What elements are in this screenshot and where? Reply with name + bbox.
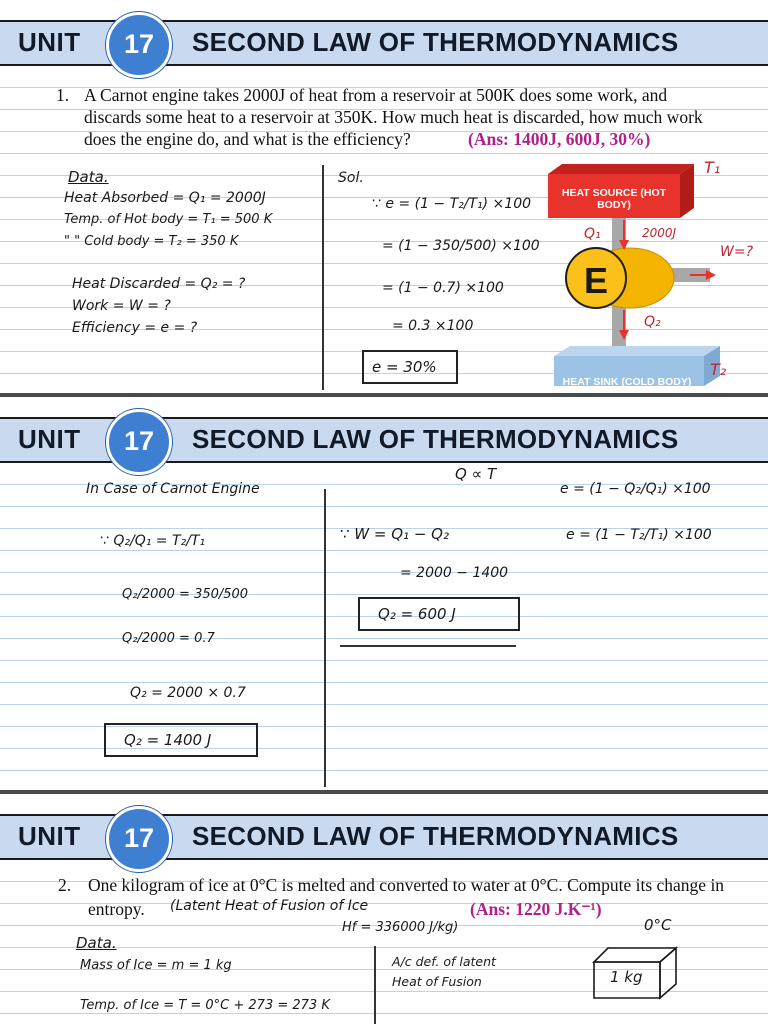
data-line: Heat Discarded = Q₂ = ?: [72, 276, 246, 292]
handwritten-note: (Latent Heat of Fusion of Ice: [170, 898, 369, 914]
slide-2: [0, 397, 768, 790]
heat-source-label: HEAT SOURCE (HOT BODY): [561, 187, 667, 211]
slide-3: [0, 794, 768, 1024]
divider-line: [322, 165, 324, 390]
result-text: Q₂ = 600 J: [378, 605, 456, 623]
solution-line: = (1 − 350/500) ×100: [382, 238, 540, 254]
unit-label: UNIT: [18, 424, 81, 454]
question-number: 1.: [56, 85, 70, 105]
handwritten-note: Hf = 336000 J/kg): [342, 920, 459, 935]
ratio-line: Q₂/2000 = 0.7: [122, 631, 215, 646]
data-line: Work = W = ?: [72, 298, 171, 314]
data-line: Temp. of Hot body = T₁ = 500 K: [64, 212, 273, 227]
solution-label: Sol.: [338, 170, 364, 186]
question-line: entropy.: [88, 899, 145, 919]
answer-text: (Ans: 1400J, 600J, 30%): [468, 129, 651, 149]
t1-label: T₁: [704, 158, 721, 177]
unit-header: [0, 814, 768, 860]
work-label: W=?: [720, 244, 754, 260]
unit-number-badge: 17: [106, 806, 172, 872]
case-heading: In Case of Carnot Engine: [86, 481, 260, 497]
answer-text: (Ans: 1220 J.K⁻¹): [470, 899, 602, 919]
solution-line: = 0.3 ×100: [392, 318, 474, 334]
t2-label: T₂: [710, 360, 727, 379]
work-line: = 2000 − 1400: [400, 565, 509, 581]
question-line: A Carnot engine takes 2000J of heat from a reservoir at 500K does some work, and: [84, 85, 668, 105]
proportion-note: Q ∝ T: [455, 465, 497, 483]
data-heading: Data.: [68, 168, 109, 186]
data-line: Heat Absorbed = Q₁ = 2000J: [64, 190, 266, 206]
question-line: One kilogram of ice at 0°C is melted and converted to water at 0°C. Compute its change in: [88, 875, 725, 895]
ratio-line: ∵ Q₂/Q₁ = T₂/T₁: [100, 533, 206, 549]
q1-value: 2000J: [642, 226, 677, 240]
data-line: Temp. of Ice = T = 0°C + 273 = 273 K: [80, 998, 330, 1013]
result-text: Q₂ = 1400 J: [124, 731, 212, 749]
q1-label: Q₁: [584, 226, 601, 242]
efficiency-formula: e = (1 − T₂/T₁) ×100: [566, 527, 712, 543]
underline: [340, 645, 516, 647]
work-line: ∵ W = Q₁ − Q₂: [340, 525, 449, 543]
heat-sink-label: HEAT SINK (COLD BODY): [562, 376, 692, 388]
temperature-label: 0°C: [644, 916, 672, 934]
solution-line: = (1 − 0.7) ×100: [382, 280, 504, 296]
question-line: discards some heat to a reservoir at 350K. How much heat is discarded, how much work: [84, 107, 703, 127]
page-title: SECOND LAW OF THERMODYNAMICS: [192, 27, 679, 57]
page-title: SECOND LAW OF THERMODYNAMICS: [192, 424, 679, 454]
unit-header: [0, 417, 768, 463]
data-line: " " Cold body = T₂ = 350 K: [64, 234, 239, 249]
definition-note: A/c def. of latent: [392, 954, 496, 969]
data-heading: Data.: [76, 934, 117, 952]
slide-1: [0, 0, 768, 393]
unit-label: UNIT: [18, 27, 81, 57]
question-line: does the engine do, and what is the efficiency?: [84, 129, 411, 149]
unit-number-badge: 17: [106, 409, 172, 475]
ice-mass-label: 1 kg: [610, 968, 643, 986]
solution-line: ∵ e = (1 − T₂/T₁) ×100: [372, 196, 532, 212]
unit-number-badge: 17: [106, 12, 172, 78]
divider-line: [374, 946, 376, 1024]
q2-label: Q₂: [644, 314, 661, 330]
unit-header: [0, 20, 768, 66]
question-number: 2.: [58, 875, 72, 895]
ratio-line: Q₂/2000 = 350/500: [122, 587, 249, 602]
divider-line: [324, 489, 326, 787]
definition-note: Heat of Fusion: [392, 974, 482, 989]
unit-label: UNIT: [18, 821, 81, 851]
efficiency-formula: e = (1 − Q₂/Q₁) ×100: [560, 481, 711, 497]
data-line: Efficiency = e = ?: [72, 320, 198, 336]
page-title: SECOND LAW OF THERMODYNAMICS: [192, 821, 679, 851]
result-text: e = 30%: [372, 358, 437, 376]
data-line: Mass of Ice = m = 1 kg: [80, 958, 232, 973]
ratio-line: Q₂ = 2000 × 0.7: [130, 685, 246, 701]
engine-label: E: [584, 260, 609, 301]
